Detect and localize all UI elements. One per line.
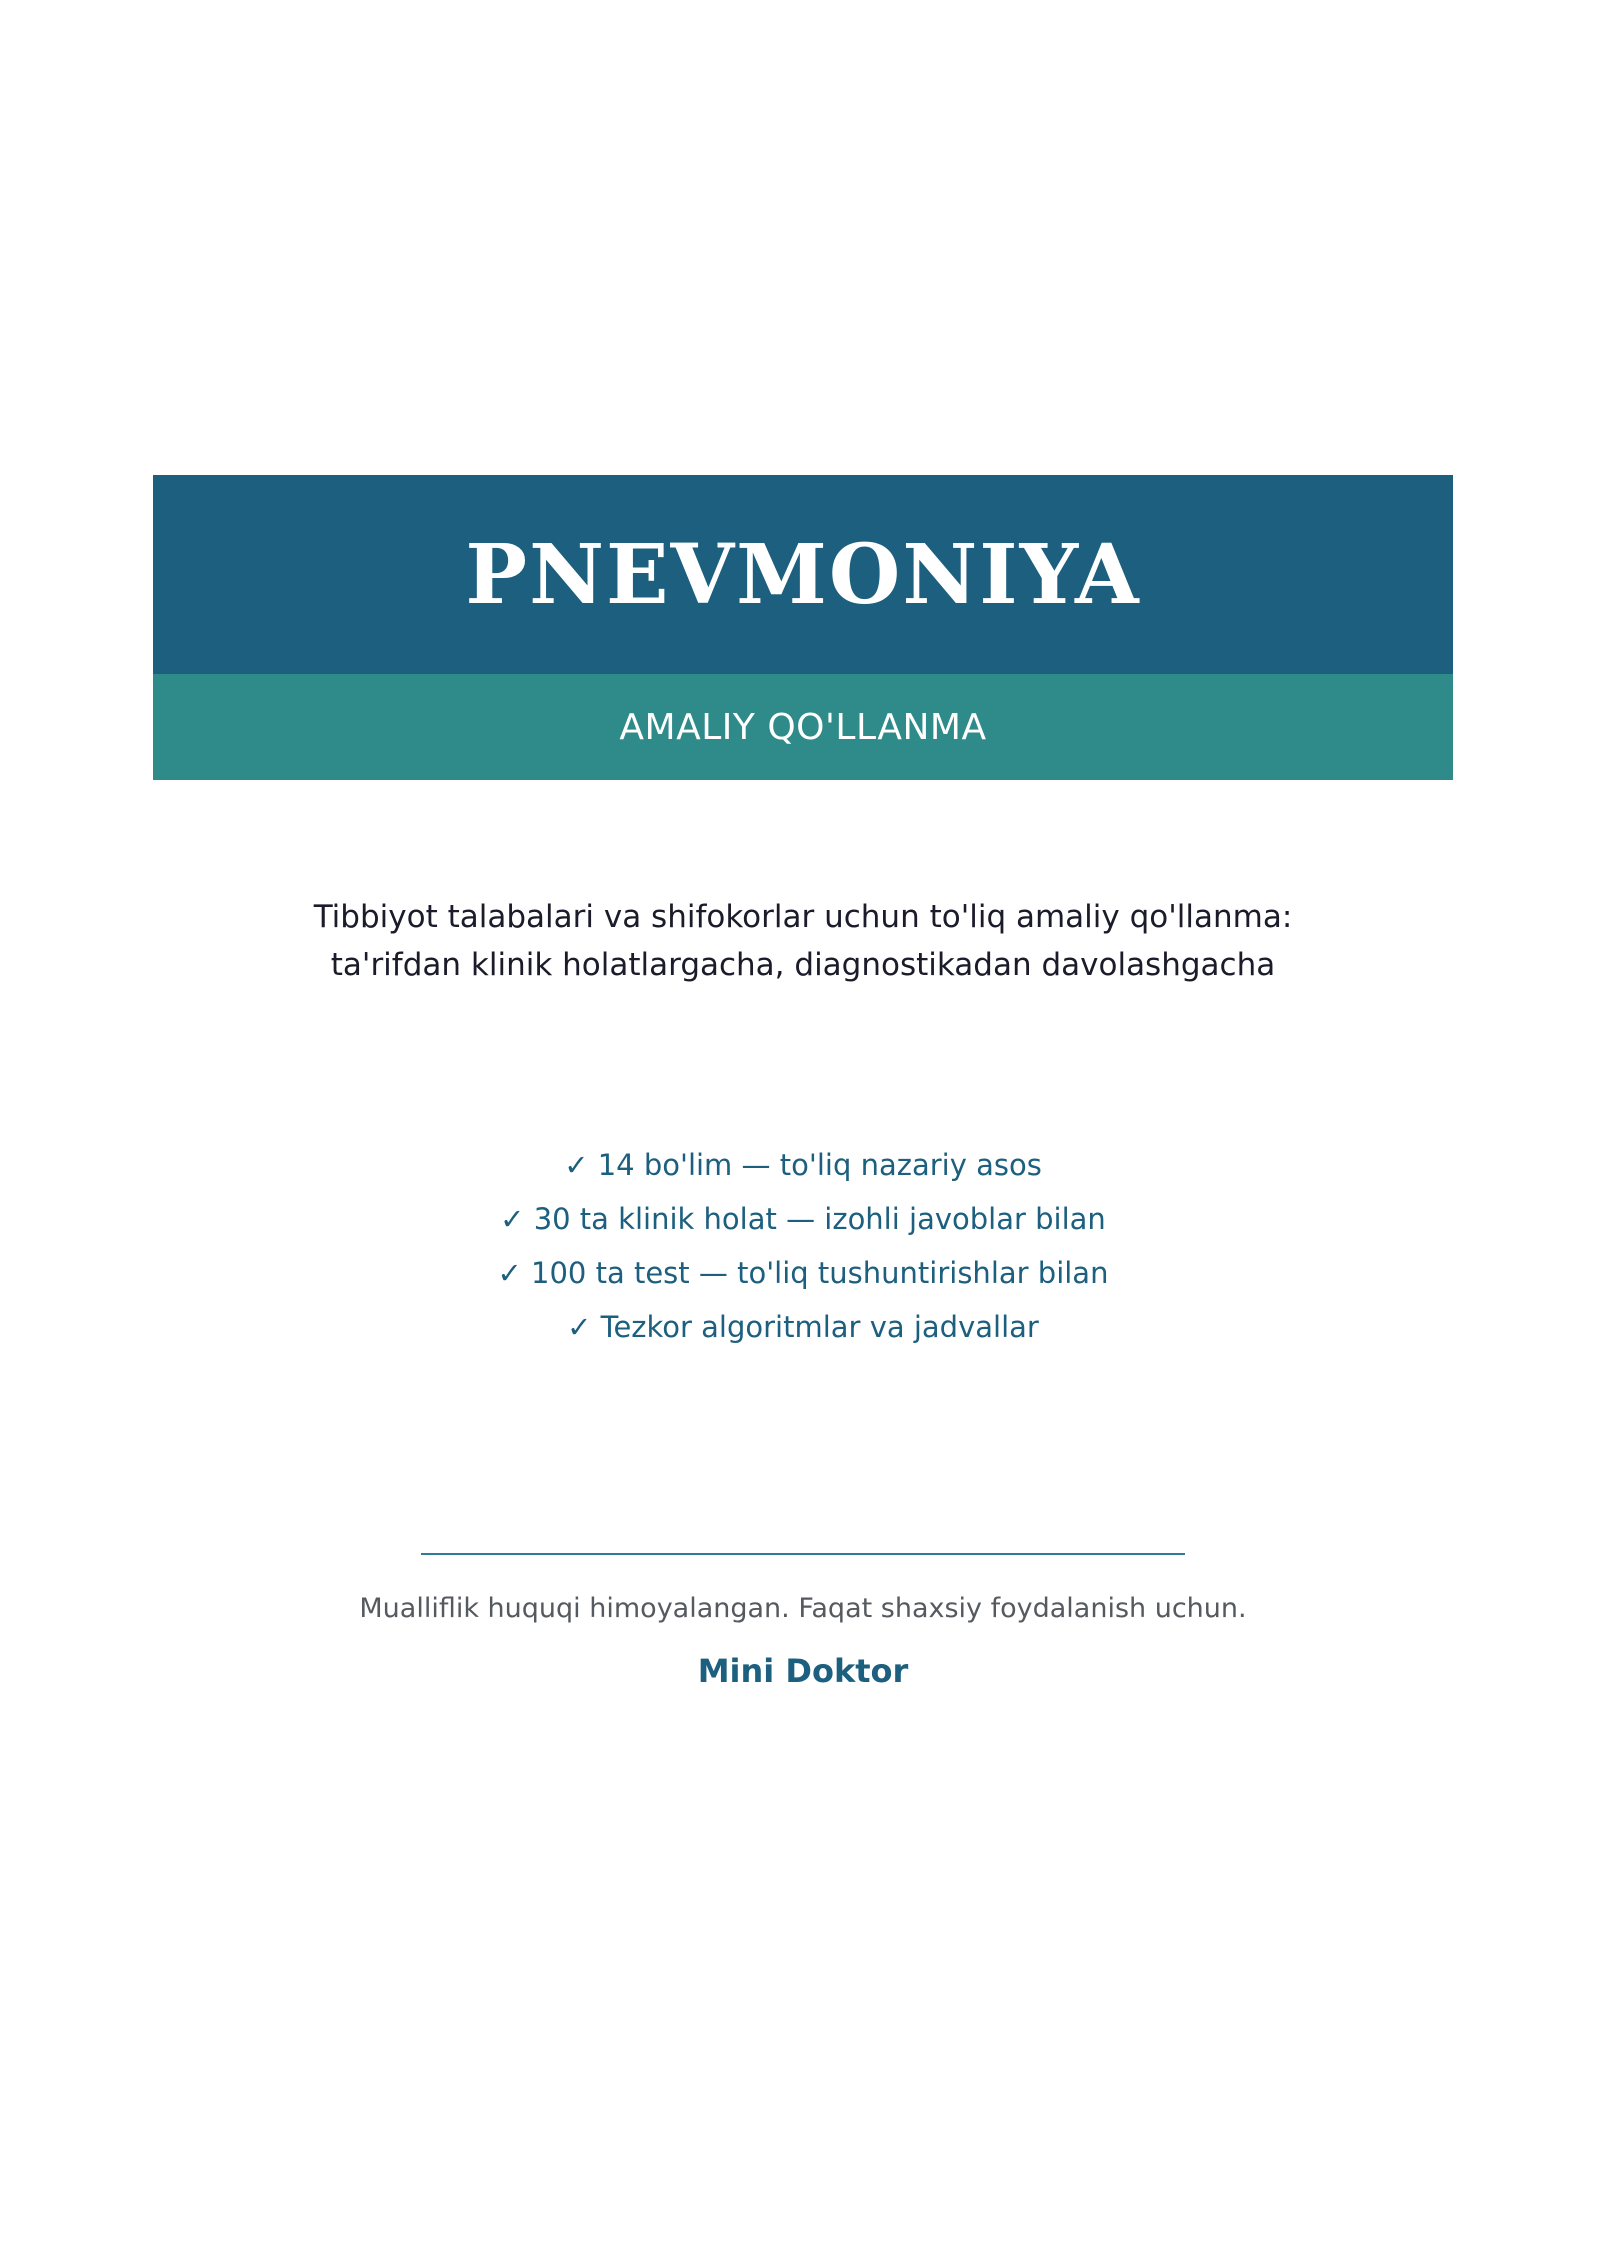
divider [421,1553,1185,1555]
subtitle-banner [153,674,1453,780]
description-line: Tibbiyot talabalari va shifokorlar uchun to'liq amaliy qo'llanma: [313,899,1293,935]
feature-item: ✓ 14 bo'lim — to'liq nazariy asos [564,1148,1042,1182]
brand-name: Mini Doktor [697,1652,909,1690]
document-title: PNEVMONIYA [465,526,1141,623]
description-line: ta'rifdan klinik holatlargacha, diagnostikadan davolashgacha [330,947,1276,983]
feature-item: ✓ 100 ta test — to'liq tushuntirishlar bilan [497,1256,1109,1290]
document-subtitle: AMALIY QO'LLANMA [619,706,987,748]
description [153,893,1453,989]
feature-item: ✓ 30 ta klinik holat — izohli javoblar bilan [500,1202,1106,1236]
copyright-notice: Mualliflik huquqi himoyalangan. Faqat shaxsiy foydalanish uchun. [359,1593,1247,1624]
feature-list [153,1138,1453,1354]
feature-item: ✓ Tezkor algoritmlar va jadvallar [567,1310,1039,1344]
title-banner [153,475,1453,674]
